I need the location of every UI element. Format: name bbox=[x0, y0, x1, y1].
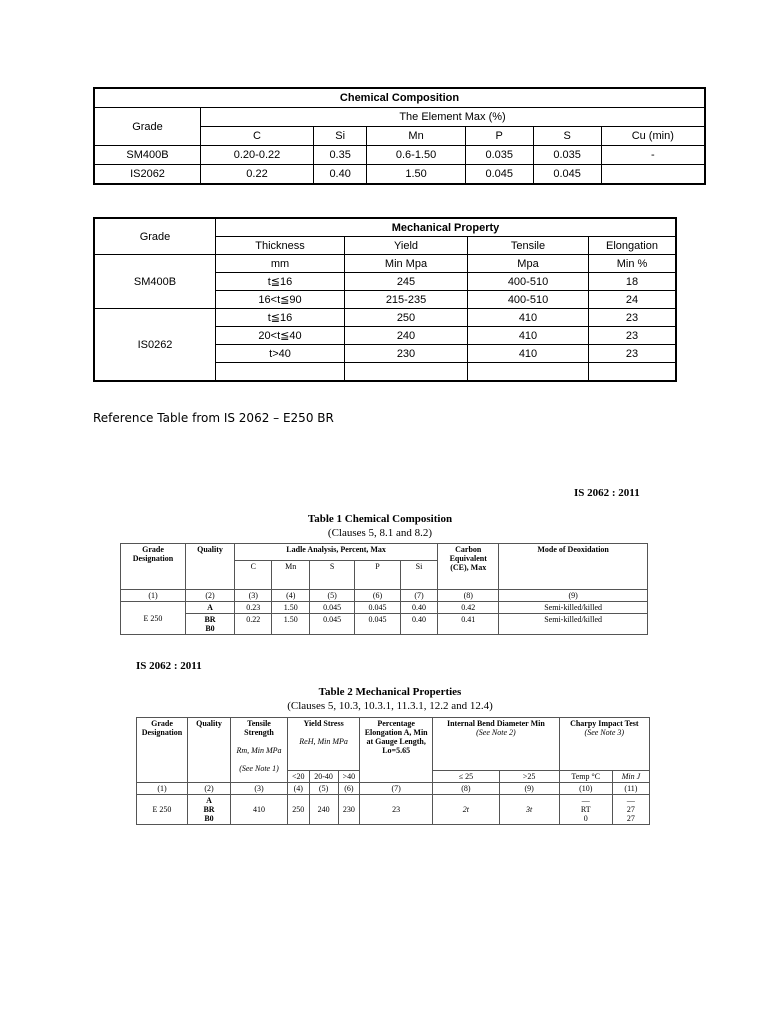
value-cell: 250 bbox=[345, 309, 468, 327]
col-cu: Cu (min) bbox=[601, 127, 705, 146]
ref-yield-sub: ReH, Min MPa bbox=[299, 737, 348, 746]
table-row bbox=[94, 146, 705, 165]
value-cell bbox=[216, 363, 345, 382]
ref-num: (1) bbox=[121, 590, 186, 602]
ref-ladle-header: Ladle Analysis, Percent, Max bbox=[235, 544, 438, 561]
ref-quality bbox=[186, 614, 235, 635]
ref-quality-header: Quality bbox=[186, 544, 235, 590]
mechanical-property-table bbox=[93, 217, 677, 382]
chem-element-header: The Element Max (%) bbox=[201, 108, 706, 127]
ref-grade: E 250 bbox=[121, 602, 186, 635]
value-cell: 23 bbox=[589, 345, 677, 363]
value-cell: 1.50 bbox=[367, 165, 465, 185]
value-cell: 0.035 bbox=[533, 146, 601, 165]
table2-clauses: (Clauses 5, 10.3, 10.3.1, 11.3.1, 12.2 and 12.4) bbox=[287, 700, 493, 712]
ref-num: (3) bbox=[231, 783, 288, 795]
ref-tensile-title: Tensile Strength bbox=[244, 719, 274, 737]
ref-num: (8) bbox=[438, 590, 499, 602]
value-cell: 400-510 bbox=[468, 273, 589, 291]
col-tensile: Tensile bbox=[468, 237, 589, 255]
ref-charpy-note: (See Note 3) bbox=[584, 728, 625, 737]
ref-charpy-temp bbox=[559, 795, 612, 825]
ref-num: (7) bbox=[400, 590, 438, 602]
ref-value: 0.40 bbox=[400, 614, 438, 635]
ref-value: 2t bbox=[433, 795, 499, 825]
value-cell: 0.6-1.50 bbox=[367, 146, 465, 165]
ref-num: (7) bbox=[360, 783, 433, 795]
ref-num: (8) bbox=[433, 783, 499, 795]
mech-grade-header: Grade bbox=[94, 218, 216, 255]
col-p: P bbox=[465, 127, 533, 146]
reference-chemical-table bbox=[120, 543, 648, 635]
ref-charpy-val: — bbox=[581, 796, 590, 805]
value-cell: 24 bbox=[589, 291, 677, 309]
col-yield: Yield bbox=[345, 237, 468, 255]
value-cell bbox=[589, 363, 677, 382]
ref-bend-header bbox=[433, 718, 559, 771]
ref-num: (10) bbox=[559, 783, 612, 795]
ref-charpy-min bbox=[612, 795, 649, 825]
unit-cell: Min % bbox=[589, 255, 677, 273]
ref-value: 0.41 bbox=[438, 614, 499, 635]
ref-element: S bbox=[309, 561, 354, 590]
ref-value: 0.42 bbox=[438, 602, 499, 614]
chem-title: Chemical Composition bbox=[94, 88, 705, 108]
ref-element: C bbox=[235, 561, 272, 590]
value-cell: 230 bbox=[345, 345, 468, 363]
ref-mode-header: Mode of Deoxidation bbox=[499, 544, 648, 590]
ref-element: Mn bbox=[272, 561, 309, 590]
ref-yield-header bbox=[288, 718, 360, 771]
table-row bbox=[94, 309, 676, 327]
ref-num: (5) bbox=[309, 783, 338, 795]
ref-charpy-val: 0 bbox=[583, 814, 588, 823]
ref-charpy-title: Charpy Impact Test bbox=[570, 719, 639, 728]
reference-caption: Reference Table from IS 2062 – E250 BR bbox=[93, 411, 334, 425]
value-cell: 410 bbox=[468, 309, 589, 327]
ref-num: (2) bbox=[186, 590, 235, 602]
chem-grade-header: Grade bbox=[94, 108, 201, 146]
ref-grade: E 250 bbox=[137, 795, 188, 825]
grade-cell: SM400B bbox=[94, 146, 201, 165]
col-mn: Mn bbox=[367, 127, 465, 146]
ref-qualities bbox=[188, 795, 231, 825]
ref-value: 0.045 bbox=[355, 602, 400, 614]
mech-title: Mechanical Property bbox=[216, 218, 677, 237]
value-cell: 240 bbox=[345, 327, 468, 345]
ref-quality-b0: B0 bbox=[204, 814, 214, 823]
ref-num: (1) bbox=[137, 783, 188, 795]
unit-cell: Min Mpa bbox=[345, 255, 468, 273]
col-thickness: Thickness bbox=[216, 237, 345, 255]
ref-charpy-val: 27 bbox=[626, 805, 635, 814]
standard-label: IS 2062 : 2011 bbox=[574, 487, 640, 499]
value-cell: 20<t≦40 bbox=[216, 327, 345, 345]
value-cell bbox=[345, 363, 468, 382]
ref-bend-note: (See Note 2) bbox=[476, 728, 516, 737]
value-cell: 0.22 bbox=[201, 165, 314, 185]
ref-quality-br: BR bbox=[204, 615, 216, 624]
value-cell: 23 bbox=[589, 327, 677, 345]
ref-quality-br: BR bbox=[203, 805, 215, 814]
ref-yield-range: <20 bbox=[288, 771, 310, 783]
value-cell: 0.045 bbox=[465, 165, 533, 185]
value-cell: 0.40 bbox=[313, 165, 366, 185]
ref-quality: A bbox=[186, 602, 235, 614]
value-cell: 18 bbox=[589, 273, 677, 291]
ref-bend-title: Internal Bend Diameter Min bbox=[446, 719, 545, 728]
ref-value: 230 bbox=[338, 795, 360, 825]
chemical-composition-table bbox=[93, 87, 706, 185]
grade-cell: SM400B bbox=[94, 255, 216, 309]
grade-cell: IS0262 bbox=[94, 309, 216, 382]
col-s: S bbox=[533, 127, 601, 146]
reference-mechanical-table bbox=[136, 717, 650, 825]
ref-value: 0.045 bbox=[309, 602, 354, 614]
ref-value: 0.045 bbox=[309, 614, 354, 635]
ref-charpy-header bbox=[559, 718, 649, 771]
ref-bend-range: ≤ 25 bbox=[433, 771, 499, 783]
ref-yield-title: Yield Stress bbox=[303, 719, 344, 728]
grade-cell: IS2062 bbox=[94, 165, 201, 185]
value-cell: t≦16 bbox=[216, 309, 345, 327]
col-elongation: Elongation bbox=[589, 237, 677, 255]
table-row bbox=[94, 165, 705, 185]
ref-charpy-col: Min J bbox=[612, 771, 649, 783]
value-cell: 0.20-0.22 bbox=[201, 146, 314, 165]
ref-value: 0.23 bbox=[235, 602, 272, 614]
ref-num: (5) bbox=[309, 590, 354, 602]
ref-tensile-sub: Rm, Min MPa bbox=[236, 746, 282, 755]
ref-value: 3t bbox=[499, 795, 559, 825]
ref-bend-range: >25 bbox=[499, 771, 559, 783]
table2-title: Table 2 Mechanical Properties bbox=[318, 686, 462, 698]
col-si: Si bbox=[313, 127, 366, 146]
ref-num: (4) bbox=[272, 590, 309, 602]
value-cell: 215-235 bbox=[345, 291, 468, 309]
ref-charpy-col: Temp °C bbox=[559, 771, 612, 783]
ref-value: 250 bbox=[288, 795, 310, 825]
table1-clauses: (Clauses 5, 8.1 and 8.2) bbox=[327, 527, 433, 539]
value-cell: 245 bbox=[345, 273, 468, 291]
ref-value: 23 bbox=[360, 795, 433, 825]
ref-value: 410 bbox=[231, 795, 288, 825]
ref-quality-a: A bbox=[206, 796, 212, 805]
value-cell: 400-510 bbox=[468, 291, 589, 309]
value-cell: 0.35 bbox=[313, 146, 366, 165]
ref-quality-b0: B0 bbox=[205, 624, 215, 633]
ref-charpy-val: 27 bbox=[626, 814, 635, 823]
ref-value: Semi-killed/killed bbox=[499, 602, 648, 614]
ref-num: (11) bbox=[612, 783, 649, 795]
ref-num: (6) bbox=[355, 590, 400, 602]
value-cell: 410 bbox=[468, 345, 589, 363]
value-cell: t≦16 bbox=[216, 273, 345, 291]
ref-elongation-header: Percentage Elongation A, Min at Gauge Length, Lo=5.65 bbox=[360, 718, 433, 783]
value-cell: 23 bbox=[589, 309, 677, 327]
unit-cell: mm bbox=[216, 255, 345, 273]
value-cell: - bbox=[601, 146, 705, 165]
ref-carbon-header: Carbon Equivalent (CE), Max bbox=[438, 544, 499, 590]
ref-num: (9) bbox=[499, 783, 559, 795]
ref-grade-header: Grade Designation bbox=[121, 544, 186, 590]
standard-label: IS 2062 : 2011 bbox=[136, 660, 202, 672]
ref-value: 0.40 bbox=[400, 602, 438, 614]
ref-element: P bbox=[355, 561, 400, 590]
ref-num: (2) bbox=[188, 783, 231, 795]
ref-quality-header: Quality bbox=[188, 718, 231, 783]
ref-num: (4) bbox=[288, 783, 310, 795]
ref-charpy-val: — bbox=[626, 796, 635, 805]
ref-value: 1.50 bbox=[272, 602, 309, 614]
ref-value: 1.50 bbox=[272, 614, 309, 635]
ref-tensile-note: (See Note 1) bbox=[239, 764, 279, 773]
ref-grade-header: Grade Designation bbox=[137, 718, 188, 783]
value-cell: t>40 bbox=[216, 345, 345, 363]
value-cell: 0.035 bbox=[465, 146, 533, 165]
ref-value: 0.22 bbox=[235, 614, 272, 635]
unit-cell: Mpa bbox=[468, 255, 589, 273]
ref-value: Semi-killed/killed bbox=[499, 614, 648, 635]
table1-title: Table 1 Chemical Composition bbox=[307, 513, 453, 525]
ref-tensile-header bbox=[231, 718, 288, 783]
col-c: C bbox=[201, 127, 314, 146]
ref-value: 0.045 bbox=[355, 614, 400, 635]
ref-num: (9) bbox=[499, 590, 648, 602]
ref-element: Si bbox=[400, 561, 438, 590]
ref-num: (6) bbox=[338, 783, 360, 795]
value-cell bbox=[468, 363, 589, 382]
value-cell: 16<t≦90 bbox=[216, 291, 345, 309]
value-cell: 410 bbox=[468, 327, 589, 345]
ref-yield-range: >40 bbox=[338, 771, 360, 783]
ref-value: 240 bbox=[309, 795, 338, 825]
ref-charpy-val: RT bbox=[580, 805, 591, 814]
ref-yield-range: 20-40 bbox=[309, 771, 338, 783]
ref-num: (3) bbox=[235, 590, 272, 602]
value-cell: 0.045 bbox=[533, 165, 601, 185]
value-cell bbox=[601, 165, 705, 185]
